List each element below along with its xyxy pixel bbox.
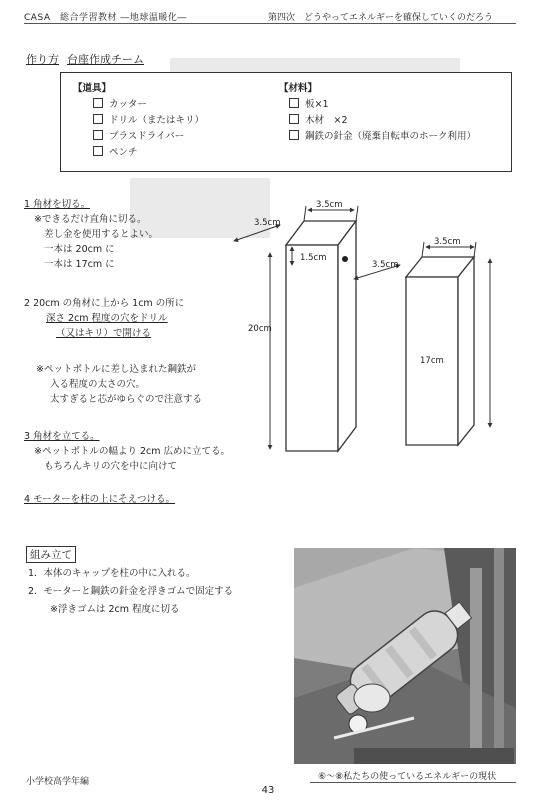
step-1-title: 1 角材を切る。 <box>24 199 91 210</box>
short-height-label: 17cm <box>420 356 444 366</box>
assembly-title: 組み立て <box>26 546 76 563</box>
material-item: 板×1 <box>305 99 329 110</box>
footer-right: ⑥～⑧私たちの使っているエネルギーの現状 <box>318 772 497 782</box>
posts-diagram <box>220 195 516 465</box>
checkbox-icon <box>289 114 299 124</box>
bleed-through-shade <box>170 58 460 72</box>
tall-width-label: 3.5cm <box>316 200 343 210</box>
short-width-label: 3.5cm <box>434 237 461 247</box>
step-2-note: 太すぎると芯がゆらぐので注意する <box>50 394 203 405</box>
drill-hole-marker <box>342 256 348 262</box>
step-2 <box>24 296 184 341</box>
checkbox-icon <box>93 98 103 108</box>
section-label: 作り方 <box>26 53 59 66</box>
dim-tick <box>474 242 476 257</box>
step-3 <box>24 429 230 474</box>
header-right: 第四次 どうやってエネルギーを確保していくのだろう <box>268 13 494 23</box>
step-2-note: ※ペットボトルに差し込まれた鋼鉄が <box>36 364 196 375</box>
short-depth-label: 3.5cm <box>372 260 399 270</box>
dim-tick <box>304 206 306 221</box>
assembly-photo <box>294 548 516 764</box>
checkbox-icon <box>93 130 103 140</box>
step-1-note: ※できるだけ直角に切る。 <box>34 214 147 225</box>
short-post-side <box>458 257 474 445</box>
assembly-line: 1．本体のキャップを柱の中に入れる。 <box>28 568 196 579</box>
header-rule <box>24 23 516 24</box>
header-left: CASA 総合学習教材 ―地球温暖化― <box>24 13 187 23</box>
step-1 <box>24 197 158 272</box>
tall-post-side <box>338 221 356 451</box>
material-item: 木材 ×2 <box>305 115 348 126</box>
footer-left: 小学校高学年編 <box>26 777 90 787</box>
section-title <box>26 51 144 67</box>
materials-column <box>279 81 476 145</box>
checkbox-icon <box>93 114 103 124</box>
tool-item: カッター <box>109 99 147 110</box>
step-1-line: 一本は 20cm に <box>44 244 115 255</box>
footer-rule <box>310 782 516 783</box>
tools-materials-box <box>60 72 512 172</box>
assembly-line: 2．モーターと鋼鉄の針金を浮きゴムで固定する <box>28 586 234 597</box>
tool-item: プラスドライバー <box>109 131 185 142</box>
checkbox-icon <box>93 146 103 156</box>
step-1-line: 一本は 17cm に <box>44 259 115 270</box>
tall-height-label: 20cm <box>248 324 272 334</box>
checkbox-icon <box>289 130 299 140</box>
step-2-line: 2 20cm の角材に上から 1cm の所に <box>24 298 185 309</box>
tool-item: ペンチ <box>109 147 138 158</box>
step-4 <box>24 492 175 507</box>
section-heading: 台座作成チーム <box>67 53 144 66</box>
dim-tick <box>356 206 358 221</box>
photo-image <box>294 548 516 764</box>
dim-tick <box>422 242 424 257</box>
assembly-line: ※浮きゴムは 2cm 程度に切る <box>50 604 180 615</box>
assembly-steps <box>28 565 233 619</box>
step-2-line: 深さ 2cm 程度の穴をドリル <box>46 313 168 324</box>
tall-depth-label: 3.5cm <box>254 218 281 228</box>
step-2-line: （又はキリ）で開ける <box>56 328 152 339</box>
tall-post-front <box>286 245 338 451</box>
tools-column <box>73 81 204 161</box>
tool-item: ドリル（またはキリ） <box>109 115 205 126</box>
step-4-title: 4 モーターを柱の上にそえつける。 <box>24 494 175 505</box>
step-2-note: 入る程度の太さの穴。 <box>50 379 146 390</box>
hole-offset-label: 1.5cm <box>300 253 327 263</box>
tools-heading: 【道具】 <box>73 83 112 94</box>
materials-heading: 【材料】 <box>279 83 318 94</box>
material-item: 鋼鉄の針金（廃棄自転車のホーク利用） <box>305 131 477 142</box>
step-3-line: もちろんキリの穴を中に向けて <box>44 461 178 472</box>
page-number: 43 <box>261 785 275 796</box>
step-2-notes <box>24 362 202 407</box>
checkbox-icon <box>289 98 299 108</box>
step-3-line: ※ペットボトルの幅より 2cm 広めに立てる。 <box>34 446 231 457</box>
step-1-line: 差し金を使用するとよい。 <box>44 229 159 240</box>
step-3-title: 3 角材を立てる。 <box>24 431 100 442</box>
